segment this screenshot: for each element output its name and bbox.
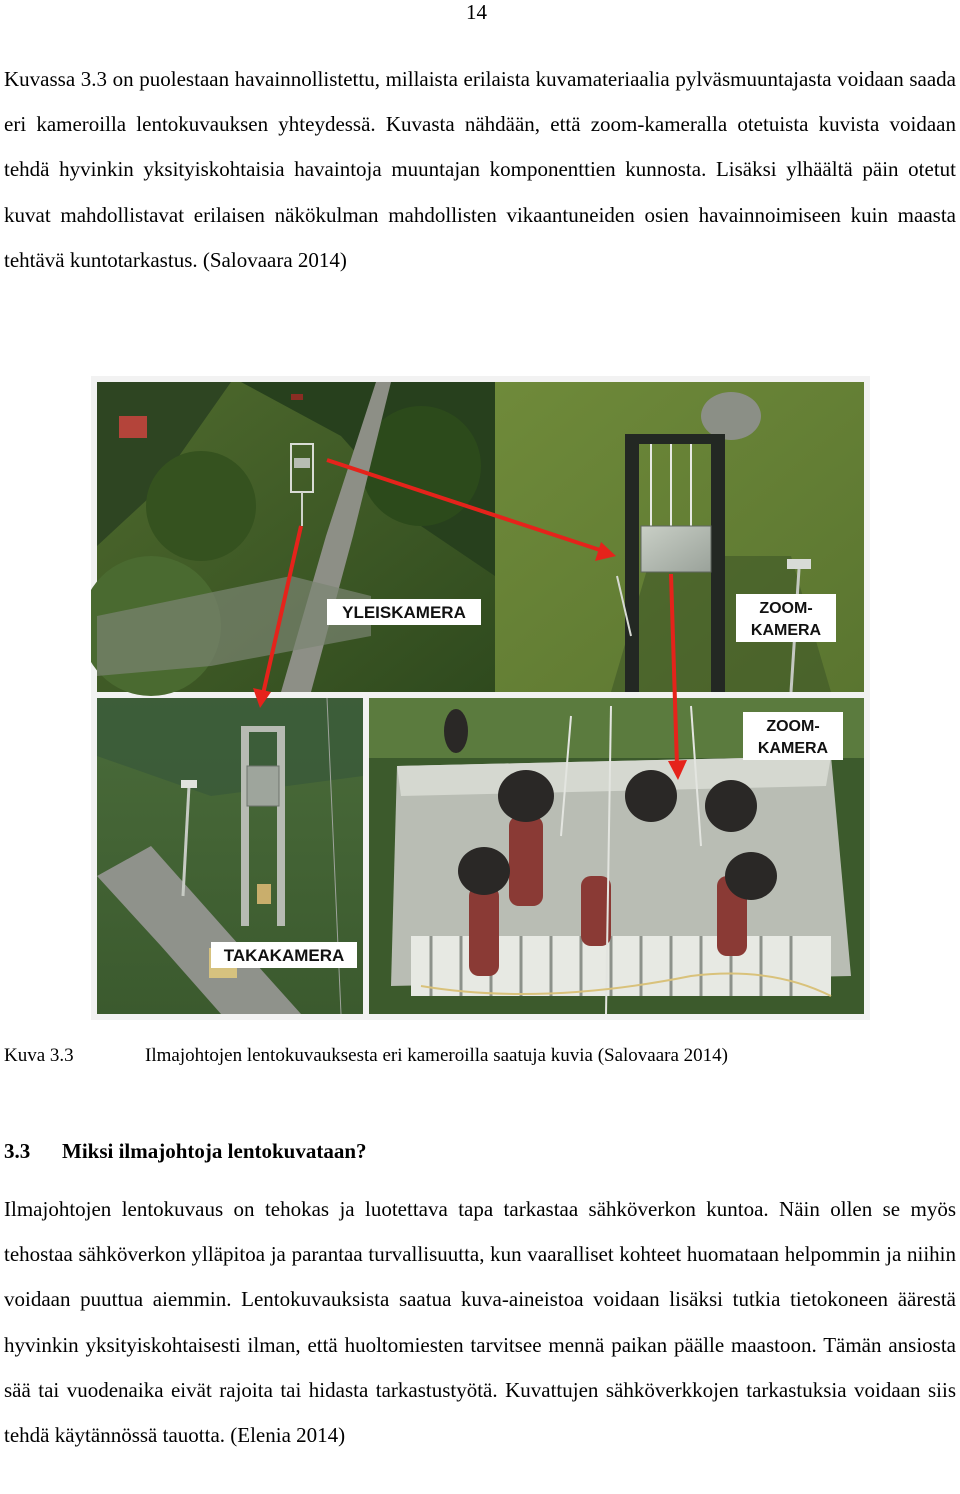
label-takakamera — [211, 942, 357, 968]
section-heading — [4, 1137, 367, 1165]
section-title: Miksi ilmajohtoja lentokuvataan? — [62, 1139, 367, 1163]
body-paragraph: Ilmajohtojen lentokuvaus on tehokas ja luotettava tapa tarkastaa sähköverkon kuntoa. Näin ollen se myös tehostaa sähköverkon ylläpitoa ja parantaa turvallisuutta, kun vaaralliset kohteet huomataan helpommin ja niihin voidaan puuttua aiemmin. Lentokuvauksista saatua kuva-aineistoa voidaan lisäksi tutkia tietokoneen äärestä hyvinkin yksityiskohtaisesti ilman, että huoltomiesten tarvitsee mennä paikan päälle maastoon. Tämän ansiosta sää tai vuodenaika eivät rajoita tai hidasta tarkastustyötä. Kuvattujen sähköverkkojen tarkastuksia voidaan siis tehdä käytännössä tauotta. (Elenia 2014) — [4, 1197, 956, 1448]
label-zoom-kamera-top — [736, 594, 836, 642]
figure-caption-label: Kuva 3.3 — [4, 1045, 74, 1066]
page-number: 14 — [466, 0, 487, 24]
svg-text:ZOOM-: ZOOM- — [766, 718, 820, 735]
panel-yleiskamera-photo — [91, 382, 495, 696]
svg-text:KAMERA: KAMERA — [750, 622, 822, 639]
figure-caption — [4, 1043, 728, 1069]
svg-text:KAMERA: KAMERA — [757, 740, 829, 757]
figure-caption-text: Ilmajohtojen lentokuvauksesta eri kameroilla saatuja kuvia (Salovaara 2014) — [145, 1045, 728, 1066]
label-yleiskamera — [327, 599, 481, 625]
svg-text:YLEISKAMERA: YLEISKAMERA — [342, 603, 466, 622]
svg-text:ZOOM-: ZOOM- — [759, 600, 813, 617]
panel-zoom-kamera-pole-photo — [495, 382, 864, 692]
svg-text:TAKAKAMERA: TAKAKAMERA — [223, 946, 345, 965]
aerial-camera-figure — [91, 376, 870, 1020]
intro-paragraph: Kuvassa 3.3 on puolestaan havainnollistettu, millaista erilaista kuvamateriaalia pylväsmuuntajasta voidaan saada eri kameroilla lentokuvauksen yhteydessä. Kuvasta nähdään, että zoom-kameralla otetuista kuvista voidaan tehdä hyvinkin yksityiskohtaisia havaintoja muuntajan komponenttien kunnosta. Lisäksi ylhäältä päin otetut kuvat mahdollistavat erilaisen näkökulman mahdollisten vikaantuneiden osien havainnoimiseen kuin maasta tehtävä kuntotarkastus. (Salovaara 2014) — [4, 67, 956, 272]
label-zoom-kamera-bottom — [743, 712, 843, 760]
section-number: 3.3 — [4, 1139, 31, 1163]
